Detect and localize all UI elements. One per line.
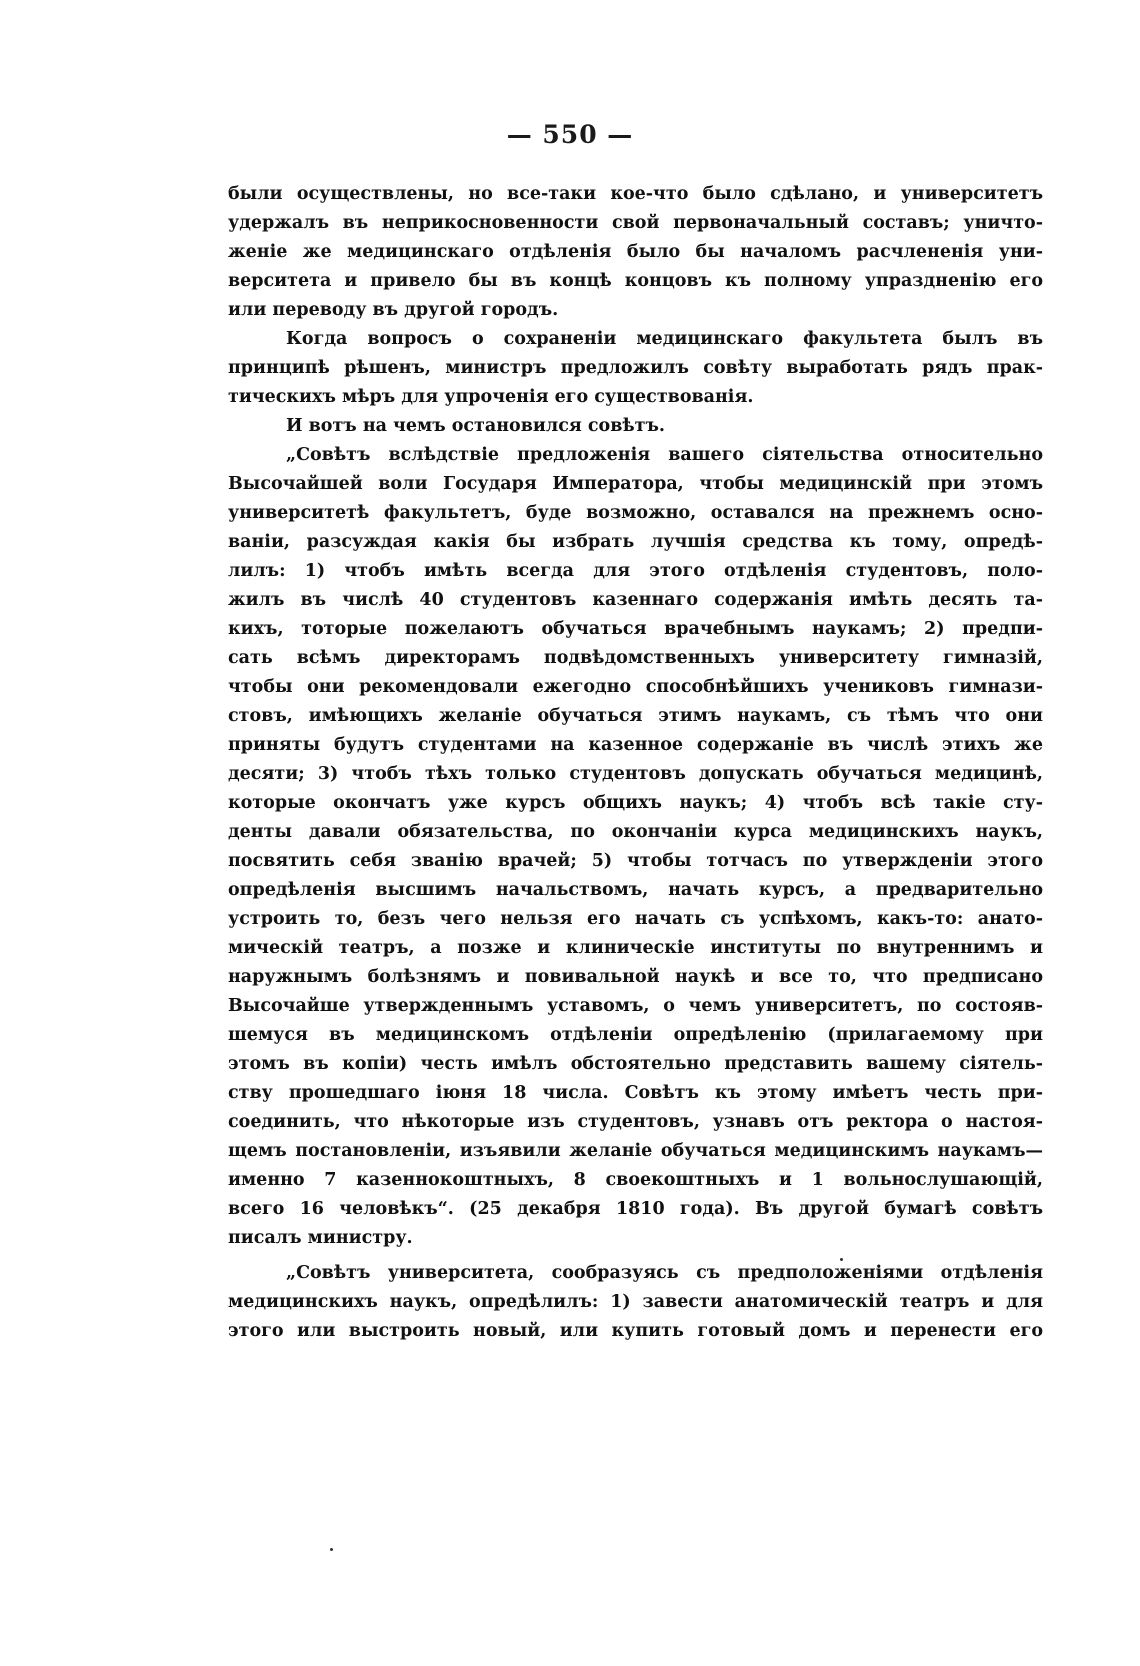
paragraph-start-line: Когда вопросъ о сохраненіи медицинскаго факультета былъ въ [286,329,1043,349]
text-line: устроить то, безъ чего нельзя его начать съ успѣхомъ, какъ-то: анато- [228,909,1043,929]
paragraph-start-line: И вотъ на чемъ остановился совѣтъ. [286,416,666,436]
text-line: принципѣ рѣшенъ, министръ предложилъ совѣту выработать рядъ прак- [228,358,1043,378]
text-line: тическихъ мѣръ для упроченія его существованія. [228,387,754,407]
text-line: жилъ въ числѣ 40 студентовъ казеннаго содержанія имѣть десять та- [228,590,1043,610]
page-number: — 550 — [506,120,634,149]
text-line: Высочайше утвержденнымъ уставомъ, о чемъ университетъ, по состояв- [228,996,1043,1016]
quote-start-line: „Совѣтъ университета, сообразуясь съ предположеніями отдѣленія [286,1263,1043,1283]
text-line: кихъ, тоторые пожелаютъ обучаться врачебнымъ наукамъ; 2) предпи- [228,619,1043,639]
text-line: десяти; 3) чтобъ тѣхъ только студентовъ допускать обучаться медицинѣ, [228,764,1043,784]
text-line: опредѣленія высшимъ начальствомъ, начать курсъ, а предварительно [228,880,1043,900]
text-line: Высочайшей воли Государя Императора, чтобы медицинскій при этомъ [228,474,1043,494]
text-line: женіе же медицинскаго отдѣленія было бы началомъ расчлененія уни- [228,242,1043,262]
text-line: шемуся въ медицинскомъ отдѣленіи опредѣленію (прилагаемому при [228,1025,1043,1045]
text-line: приняты будутъ студентами на казенное содержаніе въ числѣ этихъ же [228,735,1043,755]
text-line: чтобы они рекомендовали ежегодно способнѣйшихъ учениковъ гимнази- [228,677,1043,697]
text-line: лилъ: 1) чтобъ имѣть всегда для этого отдѣленія студентовъ, поло- [228,561,1043,581]
text-line: сать всѣмъ директорамъ подвѣдомственныхъ университету гимназій, [228,648,1043,668]
text-line: наружнымъ болѣзнямъ и повивальной наукѣ и все то, что предписано [228,967,1043,987]
print-speck [330,1548,333,1551]
text-line: именно 7 казеннокоштныхъ, 8 своекоштныхъ и 1 вольнослушающій, [228,1170,1043,1190]
text-line: писалъ министру. [228,1228,413,1248]
text-line: ваніи, разсуждая какія бы избрать лучшія средства къ тому, опредѣ- [228,532,1043,552]
text-line: были осуществлены, но все-таки кое-что было сдѣлано, и университетъ [228,184,1043,204]
print-speck [840,1258,843,1261]
text-line: верситета и привело бы въ концѣ концовъ къ полному упраздненію его [228,271,1043,291]
text-line: ству прошедшаго іюня 18 числа. Совѣтъ къ этому имѣетъ честь при- [228,1083,1043,1103]
text-line: всего 16 человѣкъ“. (25 декабря 1810 года). Въ другой бумагѣ совѣтъ [228,1199,1043,1219]
text-line: денты давали обязательства, по окончаніи курса медицинскихъ наукъ, [228,822,1043,842]
quote-start-line: „Совѣтъ вслѣдствіе предложенія вашего сіятельства относительно [286,445,1043,465]
body-text [228,180,1043,1346]
text-line: университетѣ факультетъ, буде возможно, оставался на прежнемъ осно- [228,503,1043,523]
text-line: этомъ въ копіи) честь имѣлъ обстоятельно представить вашему сіятель- [228,1054,1043,1074]
text-line: удержалъ въ неприкосновенности свой первоначальный составъ; уничто- [228,213,1043,233]
text-line: этого или выстроить новый, или купить готовый домъ и перенести его [228,1321,1043,1341]
text-line: которые окончатъ уже курсъ общихъ наукъ; 4) чтобъ всѣ такіе сту- [228,793,1043,813]
text-line: щемъ постановленіи, изъявили желаніе обучаться медицинскимъ наукамъ— [228,1141,1043,1161]
text-line: или переводу въ другой городъ. [228,300,559,320]
text-line: соединить, что нѣкоторые изъ студентовъ, узнавъ отъ ректора о настоя- [228,1112,1043,1132]
text-line: посвятить себя званію врачей; 5) чтобы тотчасъ по утвержденіи этого [228,851,1043,871]
text-line: стовъ, имѣющихъ желаніе обучаться этимъ наукамъ, съ тѣмъ что они [228,706,1043,726]
text-line: мическій театръ, а позже и клиническіе институты по внутреннимъ и [228,938,1043,958]
text-line: медицинскихъ наукъ, опредѣлилъ: 1) завести анатомическій театръ и для [228,1292,1043,1312]
